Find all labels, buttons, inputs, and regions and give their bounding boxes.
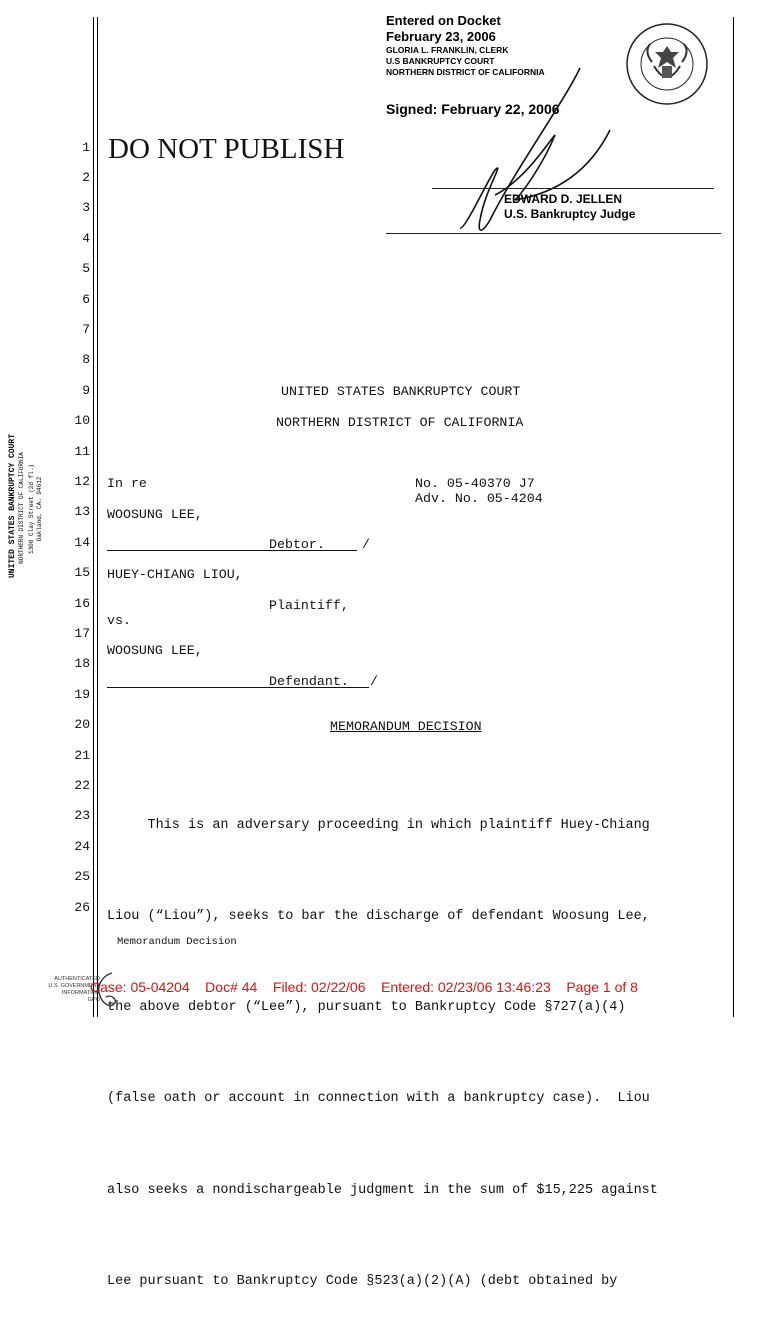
entered-on-docket: Entered on Docket bbox=[386, 13, 501, 28]
do-not-publish-stamp: DO NOT PUBLISH bbox=[108, 133, 345, 165]
line-number: 1 bbox=[82, 140, 90, 155]
in-re-label: In re bbox=[107, 476, 147, 491]
left-margin-rule-1 bbox=[93, 17, 94, 1017]
paragraph-line: This is an adversary proceeding in which plaintiff Huey-Chiang bbox=[107, 817, 650, 833]
line-number: 16 bbox=[74, 596, 90, 611]
debtor-name: WOOSUNG LEE, bbox=[107, 507, 203, 522]
caption-slash: / bbox=[362, 537, 370, 552]
header-rule bbox=[386, 233, 721, 234]
line-number: 5 bbox=[82, 261, 90, 276]
line-number: 3 bbox=[82, 200, 90, 215]
plaintiff-name: HUEY-CHIANG LIOU, bbox=[107, 567, 243, 582]
judge-name: EDWARD D. JELLEN bbox=[504, 192, 623, 206]
side-label-line2: NORTHERN DISTRICT OF CALIFORNIA bbox=[18, 452, 25, 564]
judge-title: U.S. Bankruptcy Judge bbox=[504, 207, 636, 221]
line-number: 20 bbox=[74, 717, 90, 732]
paragraph-line: (false oath or account in connection with a bankruptcy case). Liou bbox=[107, 1091, 650, 1107]
paragraph-line: Liou (“Liou”), seeks to bar the discharge of defendant Woosung Lee, bbox=[107, 909, 650, 925]
paragraph-line: Lee pursuant to Bankruptcy Code §523(a)(2)(A) (debt obtained by bbox=[107, 1273, 618, 1289]
signature-line bbox=[432, 188, 714, 189]
entered-date: February 23, 2006 bbox=[386, 29, 496, 44]
left-margin-rule-2 bbox=[97, 17, 98, 1017]
clerk-district: NORTHERN DISTRICT OF CALIFORNIA bbox=[386, 67, 545, 77]
clerk-name: GLORIA L. FRANKLIN, CLERK bbox=[386, 45, 509, 55]
line-number: 26 bbox=[74, 900, 90, 915]
defendant-label: Defendant. bbox=[269, 674, 349, 689]
case-number: No. 05-40370 J7 bbox=[415, 476, 535, 491]
footer-label: Memorandum Decision bbox=[117, 936, 237, 948]
signed-date: Signed: February 22, 2006 bbox=[386, 101, 560, 117]
docket-footer: Case: 05-04204 Doc# 44 Filed: 02/22/06 Entered: 02/23/06 13:46:23 Page 1 of 8 bbox=[90, 979, 638, 995]
court-seal-icon bbox=[624, 22, 710, 106]
line-number: 21 bbox=[74, 748, 90, 763]
line-number: 7 bbox=[82, 322, 90, 337]
line-number: 6 bbox=[82, 292, 90, 307]
paragraph-line: also seeks a nondischargeable judgment in the sum of $15,225 against bbox=[107, 1182, 658, 1198]
gpo-line: AUTHENTICATED bbox=[54, 976, 100, 982]
court-district: NORTHERN DISTRICT OF CALIFORNIA bbox=[276, 415, 524, 430]
line-number: 12 bbox=[74, 474, 90, 489]
line-number: 8 bbox=[82, 352, 90, 367]
line-number: 19 bbox=[74, 687, 90, 702]
docket-entry-block bbox=[386, 13, 501, 45]
side-label-line4: Oakland, CA. 94612 bbox=[36, 476, 43, 542]
line-number: 18 bbox=[74, 656, 90, 671]
side-label-line3: 1300 Clay Street (2d fl.) bbox=[28, 464, 35, 555]
line-number: 25 bbox=[74, 869, 90, 884]
body-paragraph bbox=[107, 750, 658, 1328]
gpo-line: GPO bbox=[87, 997, 100, 1003]
gpo-line: U.S. GOVERNMENT bbox=[48, 983, 100, 989]
caption-slash: / bbox=[370, 674, 378, 689]
line-number: 4 bbox=[82, 231, 90, 246]
gpo-line: INFORMATION bbox=[61, 990, 100, 996]
court-title: UNITED STATES BANKRUPTCY COURT bbox=[281, 384, 521, 399]
side-label-line1-text: UNITED STATES BANKRUPTCY COURT bbox=[8, 433, 17, 579]
line-number: 2 bbox=[82, 170, 90, 185]
paragraph-line: the above debtor (“Lee”), pursuant to Bankruptcy Code §727(a)(4) bbox=[107, 1000, 626, 1016]
versus-label: vs. bbox=[107, 613, 131, 628]
plaintiff-label: Plaintiff, bbox=[269, 598, 349, 613]
clerk-court: U.S BANKRUPTCY COURT bbox=[386, 56, 495, 66]
line-number: 22 bbox=[74, 778, 90, 793]
line-number: 17 bbox=[74, 626, 90, 641]
defendant-name: WOOSUNG LEE, bbox=[107, 643, 203, 658]
memorandum-heading: MEMORANDUM DECISION bbox=[330, 719, 482, 734]
judge-block bbox=[504, 192, 635, 222]
line-number: 15 bbox=[74, 565, 90, 580]
line-number: 10 bbox=[74, 413, 90, 428]
line-number: 11 bbox=[74, 444, 90, 459]
line-number: 24 bbox=[74, 839, 90, 854]
line-number: 23 bbox=[74, 808, 90, 823]
line-number: 9 bbox=[82, 383, 90, 398]
right-margin-rule bbox=[733, 17, 734, 1017]
adversary-number: Adv. No. 05-4204 bbox=[415, 491, 543, 506]
debtor-label: Debtor. bbox=[269, 537, 325, 552]
line-number: 13 bbox=[74, 504, 90, 519]
line-number: 14 bbox=[74, 535, 90, 550]
